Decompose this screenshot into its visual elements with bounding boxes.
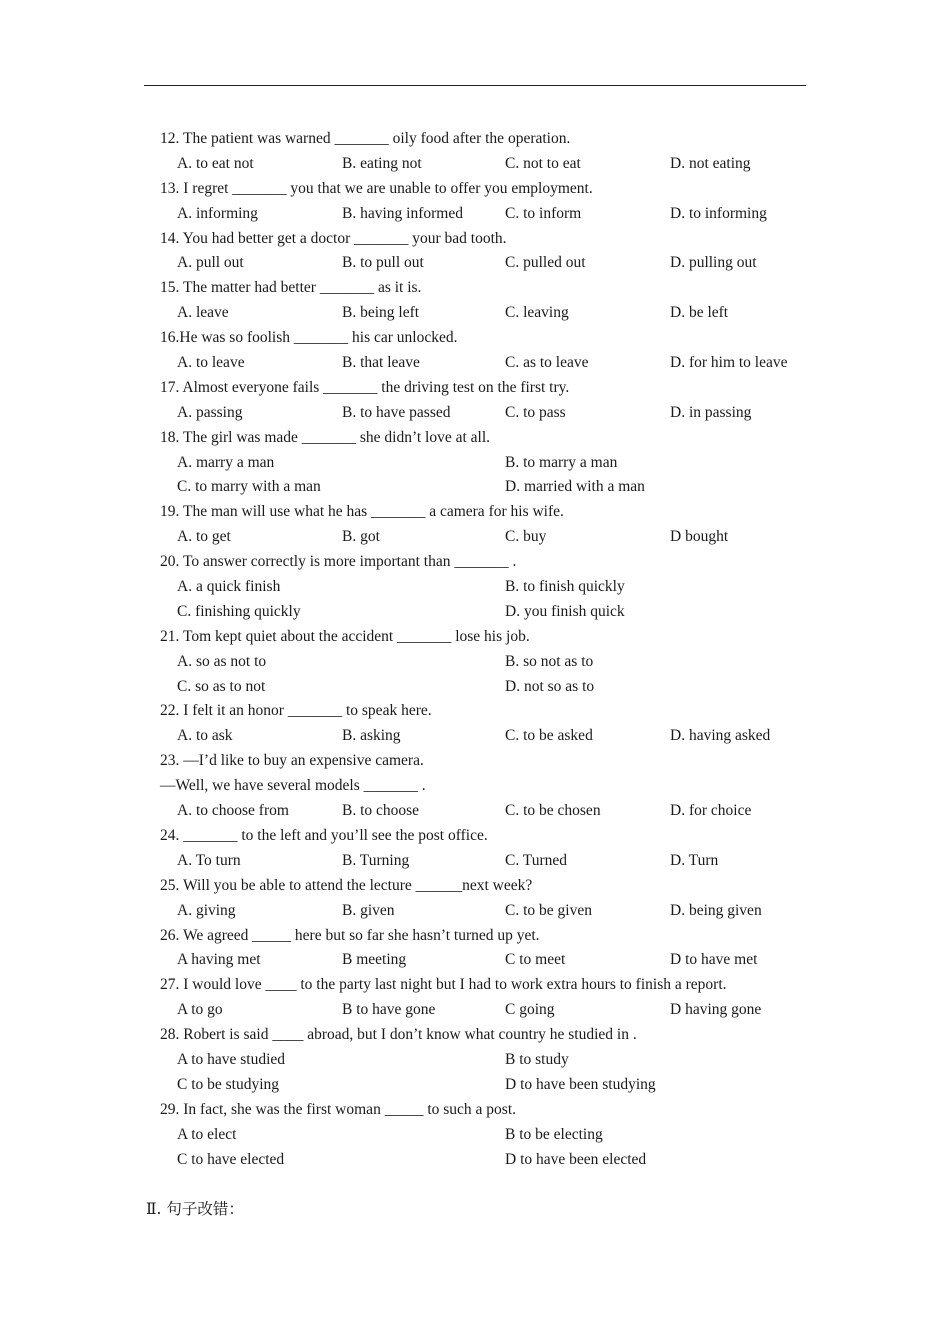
answer-option: C. to be asked [505,727,593,745]
answer-option: A. pull out [177,254,244,272]
answer-option: A. a quick finish [177,578,281,596]
question-text: 21. Tom kept quiet about the accident _______ lose his job. [160,627,530,645]
answer-option: A having met [177,951,261,969]
answer-option: C. to pass [505,403,566,421]
answer-option: C. pulled out [505,254,586,272]
section-title: Ⅱ. 句子改错： [146,1200,244,1218]
answer-option: B. Turning [342,851,410,869]
answer-option: A. to eat not [177,154,254,172]
answer-option: A. so as not to [177,652,267,670]
answer-option: B to study [505,1050,569,1068]
answer-option: C. to inform [505,204,582,222]
answer-option: B. to choose [342,802,420,820]
options-row [160,799,820,824]
answer-option: B. having informed [342,204,463,222]
question-text: 18. The girl was made _______ she didn’t love at all. [160,428,491,446]
options-row [160,1148,820,1173]
question-stem [160,1098,820,1123]
question-text: 19. The man will use what he has _______ a camera for his wife. [160,503,564,521]
answer-option: A to go [177,1001,223,1019]
question-stem [160,500,820,525]
answer-option: C to meet [505,951,566,969]
answer-option: C. as to leave [505,354,589,372]
answer-option: D. to informing [670,204,767,222]
question-text: 27. I would love ____ to the party last night but I had to work extra hours to finish a report. [160,976,727,994]
options-row [160,899,820,924]
question-stem [160,699,820,724]
options-row [160,301,820,326]
answer-option: A. to choose from [177,802,289,820]
answer-option: C. not to eat [505,154,581,172]
answer-option: B. being left [342,304,420,322]
options-row [160,451,820,476]
options-row [160,675,820,700]
question-text: 28. Robert is said ____ abroad, but I don’t know what country he studied in . [160,1026,637,1044]
answer-option: B. given [342,901,395,919]
answer-option: D to have been studying [505,1075,656,1093]
answer-option: D. not eating [670,154,751,172]
answer-option: C going [505,1001,555,1019]
answer-option: C. so as to not [177,677,266,695]
question-text: 25. Will you be able to attend the lecture ______next week? [160,876,533,894]
question-stem [160,924,820,949]
answer-option: A. to leave [177,354,245,372]
answer-option: A. informing [177,204,258,222]
answer-option: A. To turn [177,851,241,869]
options-row [160,475,820,500]
options-row [160,1073,820,1098]
answer-option: B. to have passed [342,403,451,421]
options-row [160,1048,820,1073]
answer-option: D. Turn [670,851,719,869]
answer-option: C to have elected [177,1150,285,1168]
answer-option: D. having asked [670,727,771,745]
question-stem [160,276,820,301]
answer-option: D. in passing [670,403,752,421]
question-text: 16.He was so foolish _______ his car unlocked. [160,329,458,347]
question-text: 15. The matter had better _______ as it is. [160,279,422,297]
options-row [160,650,820,675]
question-stem [160,227,820,252]
answer-option: C. leaving [505,304,569,322]
answer-option: D. for him to leave [670,354,788,372]
answer-option: D to have met [670,951,758,969]
answer-option: C. Turned [505,851,568,869]
question-text: 22. I felt it an honor _______ to speak here. [160,702,432,720]
answer-option: B. eating not [342,154,422,172]
answer-option: A. marry a man [177,453,275,471]
answer-option: B. that leave [342,354,420,372]
answer-option: B. asking [342,727,401,745]
question-text: 14. You had better get a doctor _______ your bad tooth. [160,229,507,247]
question-text: 24. _______ to the left and you’ll see the post office. [160,826,488,844]
answer-option: B. so not as to [505,652,594,670]
options-row [160,1123,820,1148]
options-row [160,724,820,749]
question-text: 26. We agreed _____ here but so far she hasn’t turned up yet. [160,926,540,944]
answer-option: B meeting [342,951,407,969]
answer-option: D. married with a man [505,478,645,496]
options-row [160,152,820,177]
answer-option: D. be left [670,304,729,322]
answer-option: B to have gone [342,1001,436,1019]
answer-option: A to elect [177,1125,237,1143]
question-list [160,127,820,1172]
question-stem [160,326,820,351]
question-stem [160,1023,820,1048]
question-text: 23. —I’d like to buy an expensive camera. [160,752,424,770]
question-stem [160,127,820,152]
answer-option: C. finishing quickly [177,602,301,620]
question-text: 13. I regret _______ you that we are unable to offer you employment. [160,179,593,197]
question-stem-continued [160,774,820,799]
answer-option: B. got [342,528,380,546]
answer-option: C. to be given [505,901,592,919]
answer-option: B. to marry a man [505,453,618,471]
answer-option: A. leave [177,304,229,322]
answer-option: B. to finish quickly [505,578,625,596]
answer-option: C. to marry with a man [177,478,321,496]
answer-option: A. giving [177,901,236,919]
options-row [160,202,820,227]
answer-option: C to be studying [177,1075,280,1093]
answer-option: D. not so as to [505,677,595,695]
answer-option: D to have been elected [505,1150,647,1168]
header-rule [144,85,806,86]
question-text: 20. To answer correctly is more important than _______ . [160,553,517,571]
options-row [160,849,820,874]
question-stem [160,824,820,849]
answer-option: A. to ask [177,727,233,745]
question-text: 12. The patient was warned _______ oily food after the operation. [160,130,571,147]
question-stem [160,426,820,451]
question-stem [160,177,820,202]
question-text: 17. Almost everyone fails _______ the driving test on the first try. [160,378,570,396]
answer-option: C. to be chosen [505,802,601,820]
answer-option: C. buy [505,528,547,546]
options-row [160,351,820,376]
options-row [160,251,820,276]
answer-option: B. to pull out [342,254,424,272]
options-row [160,948,820,973]
answer-option: D. you finish quick [505,602,625,620]
options-row [160,575,820,600]
answer-option: A to have studied [177,1050,286,1068]
answer-option: B to be electing [505,1125,603,1143]
question-stem [160,749,820,774]
question-stem [160,376,820,401]
answer-option: A. passing [177,403,243,421]
question-stem [160,874,820,899]
options-row [160,600,820,625]
answer-option: D having gone [670,1001,762,1019]
answer-option: D. for choice [670,802,752,820]
options-row [160,525,820,550]
question-text: —Well, we have several models _______ . [160,777,426,795]
question-text: 29. In fact, she was the first woman _____ to such a post. [160,1100,517,1118]
answer-option: A. to get [177,528,231,546]
question-stem [160,550,820,575]
answer-option: D. pulling out [670,254,757,272]
question-stem [160,973,820,998]
question-stem [160,625,820,650]
answer-option: D bought [670,528,729,546]
options-row [160,998,820,1023]
options-row [160,401,820,426]
answer-option: D. being given [670,901,762,919]
